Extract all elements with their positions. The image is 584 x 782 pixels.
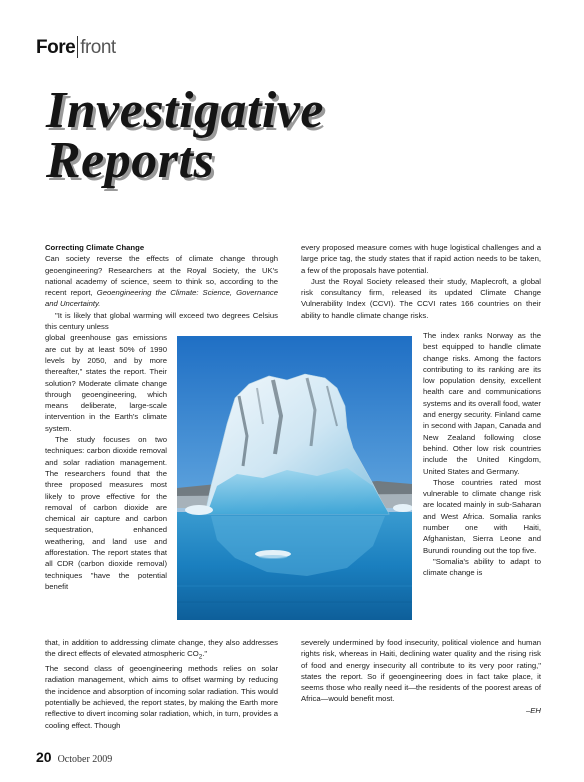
right-paragraph-4-wrap: "Somalia's ability to adapt to climate change is <box>423 556 541 578</box>
report-title: Geoengineering the Climate: Science, Governance and Uncertainty. <box>45 288 278 309</box>
paragraph-1: Can society reverse the effects of climate change through geoengineering? Researchers at the Royal Society, the UK's national academy of science, seem to think so, according to the recent report, Geoengineering the Climate: Science, Governance and Uncertainty. <box>45 254 278 309</box>
right-paragraph-2-start: Just the Royal Society released their study, Maplecroft, a global risk consultancy firm, released its updated Climate Change Vulnerability Index (CCVI). The CCVI rates 166 countries on their ability to handle climate change risks. <box>301 276 541 320</box>
paragraph-3-end: that, in addition to addressing climate change, they also addresses the direct effects of elevated atmospheric $CO_2$." <box>45 638 278 661</box>
paragraph-2-wrap: global greenhouse gas emissions are cut by at least 50% of 1990 levels by 2050, and by more thereafter," states the report. Their solution? Moderate climate change through geoengineering, which means deliberate, large-scale intervention in the Earth's climate system. <box>45 333 167 433</box>
paragraph-2-start: "It is likely that global warming will exceed two degrees Celsius this century unless <box>45 310 278 332</box>
section-divider <box>77 36 78 58</box>
headline-line-2: Reports <box>46 132 215 189</box>
paragraph-3-wrap: The study focuses on two techniques: carbon dioxide removal and solar radiation management. The researchers found that the three proposed measures most likely to prove effective for the removal of carbon dioxide are chemical air capture and carbon sequestration, enhanced weathering, and land use and afforestation. The report states that all CDR (carbon dioxide removal) techniques "have the potential benefit <box>45 435 167 591</box>
iceberg-image <box>177 336 412 620</box>
section-mark <box>36 36 116 59</box>
article-column-right-wrap <box>423 330 541 579</box>
right-paragraph-1: every proposed measure comes with huge logistical challenges and a large price tag, the study states that if rapid action needs to be taken, a few of the proposals have potential. <box>301 243 541 275</box>
section-mark-bold: Fore <box>36 37 76 58</box>
paragraph-4: The second class of geoengineering methods relies on solar radiation management, which aims to offset warming by reducing the incidence and absorption of incoming solar radiation. This would potentially be achieved, the report states, by making the Earth more reflective to divert incoming solar radiation, which, in turn, provides a cooling effect. Though <box>45 664 278 730</box>
right-paragraph-3-wrap: Those countries rated most vulnerable to climate change risk are located mainly in sub-Saharan and West Africa. Somalia ranks number one with Haiti, Afghanistan, Sierra Leone and Burundi rounding out the top five. <box>423 477 541 555</box>
iceberg-photo <box>177 336 412 620</box>
subscript: 2 <box>198 653 203 661</box>
author-signature: –EH <box>526 705 541 715</box>
article-column-right <box>301 242 541 321</box>
page-footer <box>36 749 112 765</box>
page-number: 20 <box>36 749 52 765</box>
issue-date: October 2009 <box>57 754 113 765</box>
article-subhead: Correcting Climate Change <box>45 243 145 252</box>
right-paragraph-4-end: severely undermined by food insecurity, political violence and human rights risk, whereas in Haiti, declining water quality and the rising risk of food and energy insecurity all contribute to its very poor rating," states the report. So if geoengineering does in fact take place, it seems those who really need it—the residents of the poorest areas of Africa—would benefit most. <box>301 638 541 704</box>
section-mark-light: front <box>80 37 116 58</box>
page-headline <box>46 82 325 189</box>
headline-line-1: Investigative <box>46 82 325 139</box>
right-paragraph-2-wrap: The index ranks Norway as the best equipped to handle climate change risks. Among the factors contributing to its ranking are its low population density, excellent health care and communications systems and its overall food, water and energy security. Finland came in second with Japan, Canada and New Zealand following close behind. Other low risk countries include the United Kingdom, United States and Germany. <box>423 331 541 476</box>
